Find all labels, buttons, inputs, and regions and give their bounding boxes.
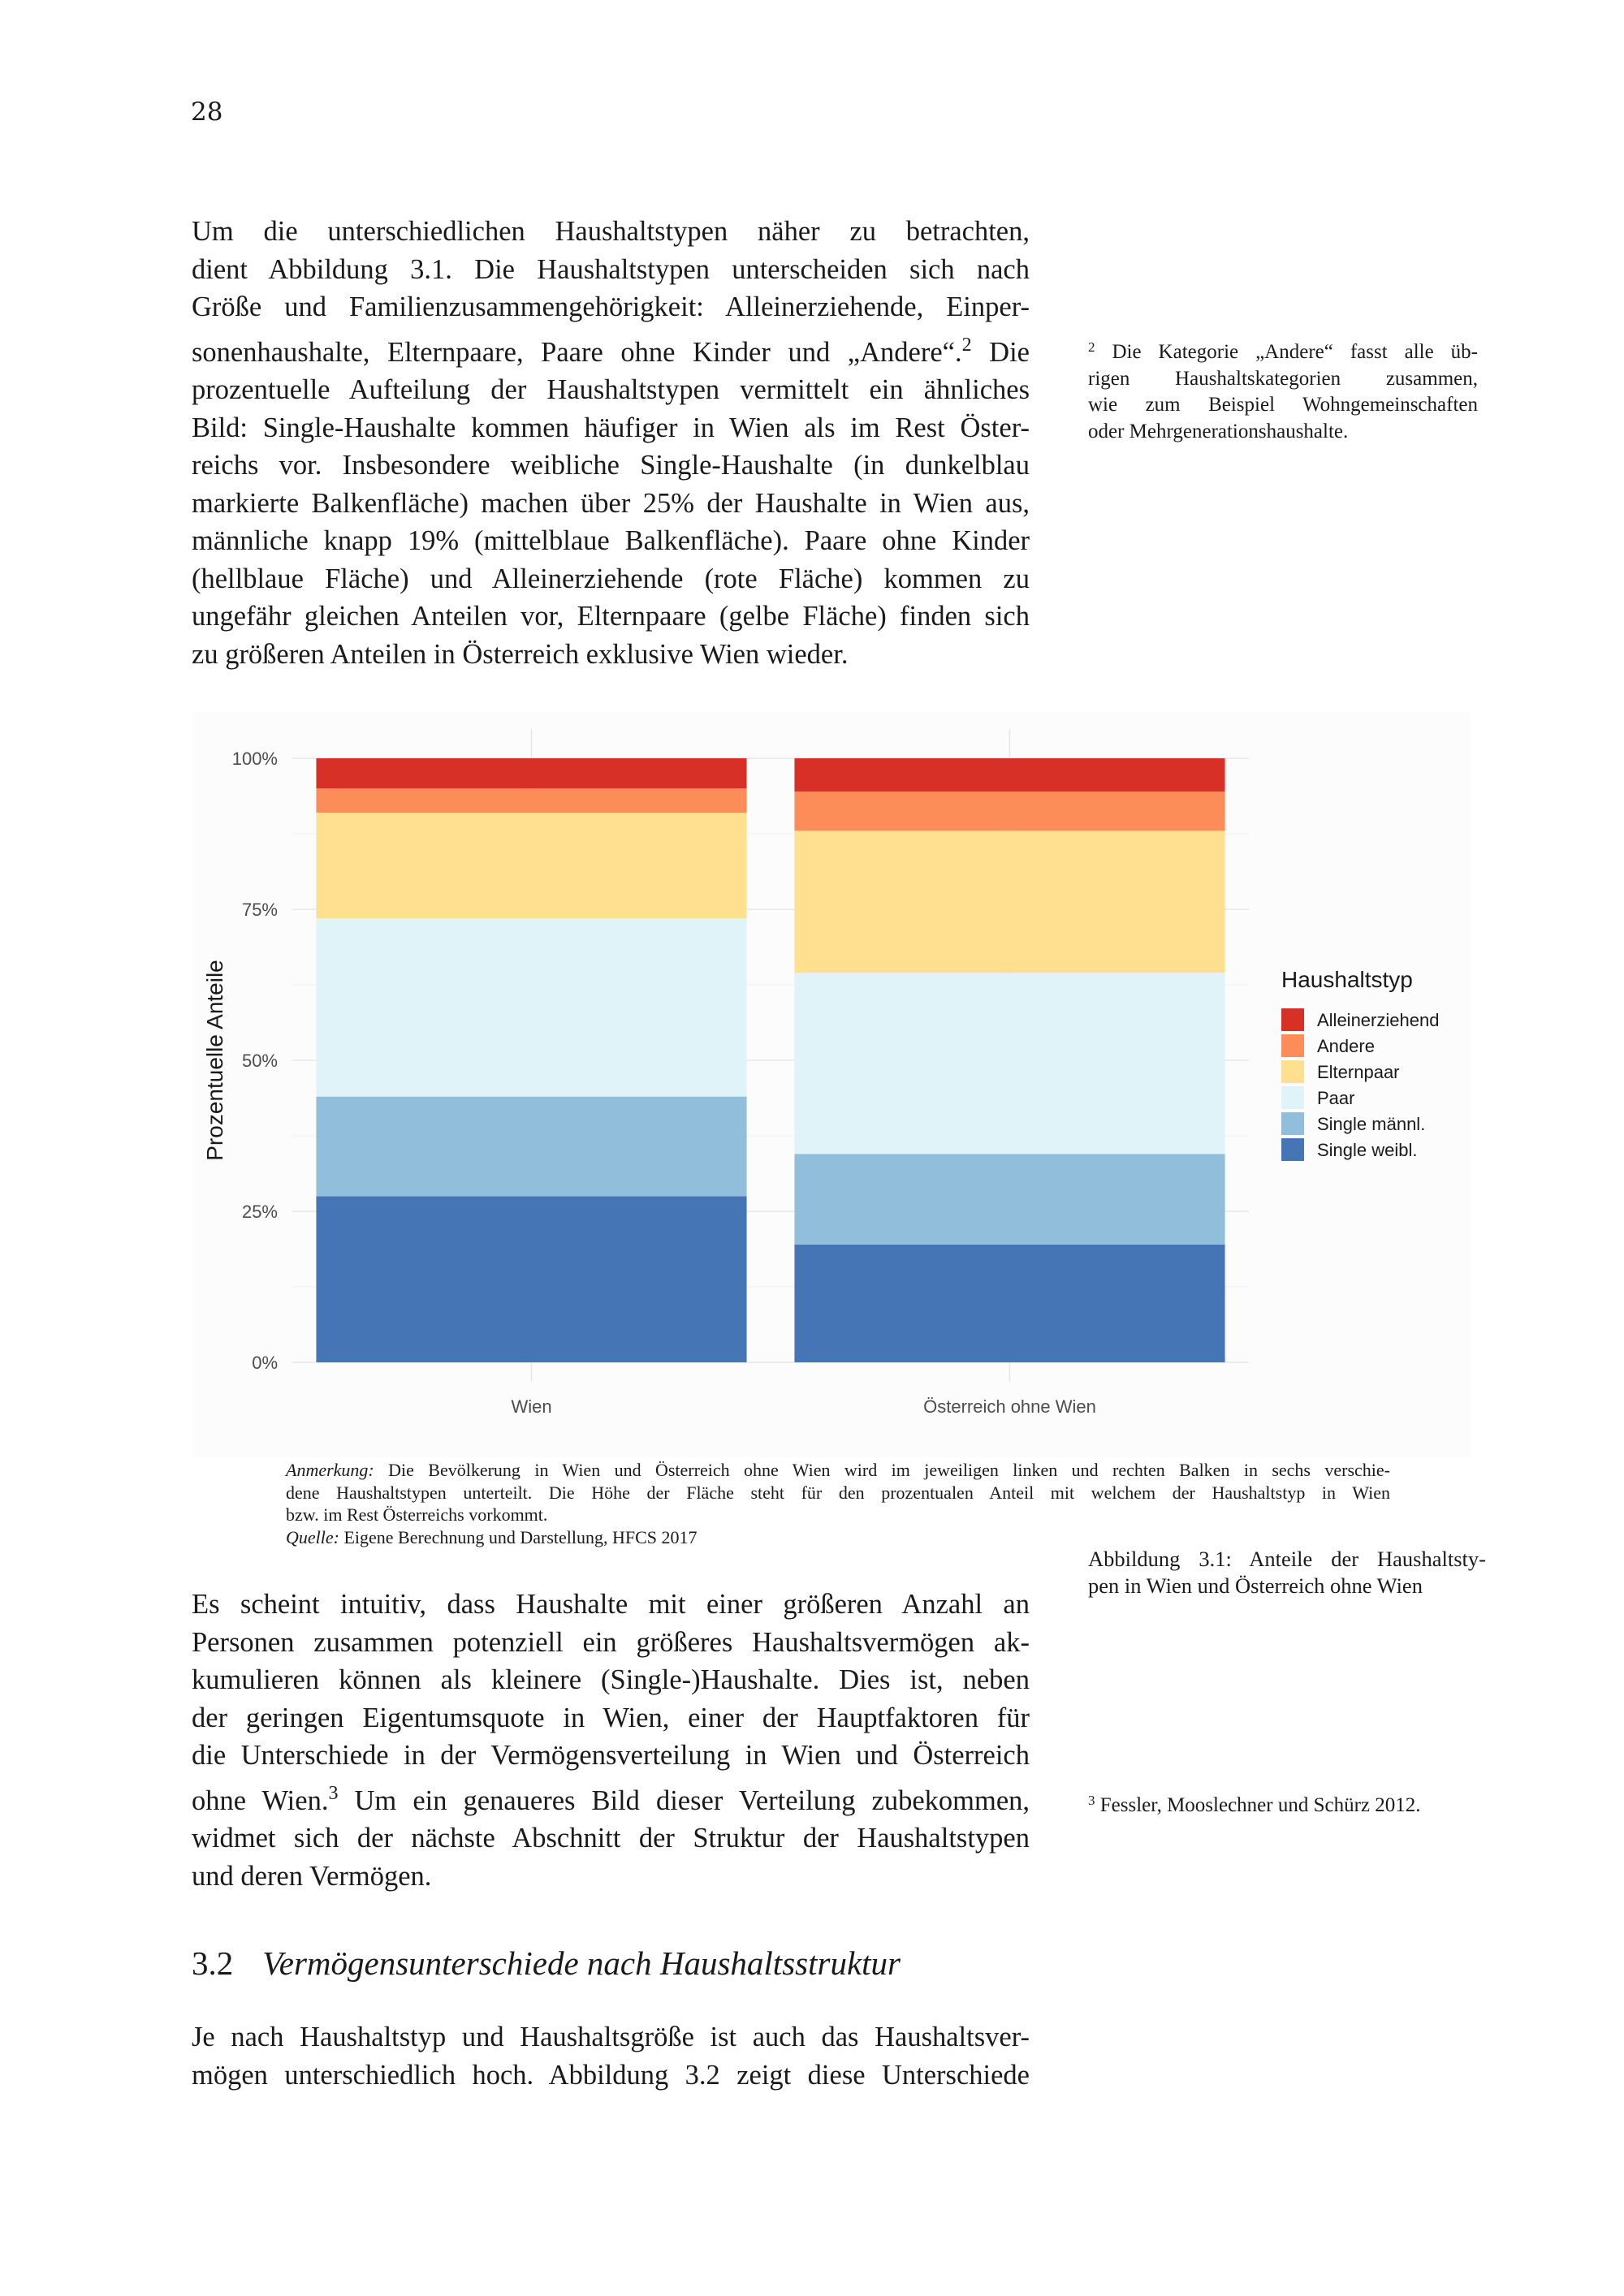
legend-label: Paar	[1317, 1088, 1355, 1108]
figure-note-line: bzw. im Rest Österreichs vorkommt.	[286, 1504, 548, 1525]
text-line: der geringen Eigentumsquote in Wien, einer der Hauptfaktoren für	[192, 1702, 1030, 1733]
text-fragment: Eigene Berechnung und Darstellung, HFCS 2017	[343, 1526, 698, 1547]
text-line: kumulieren können als kleinere (Single-)Haushalte. Dies ist, neben	[192, 1664, 1030, 1695]
text-line: ungefähr gleichen Anteilen vor, Elternpaare (gelbe Fläche) finden sich	[192, 601, 1030, 632]
text-line: Größe und Familienzusammengehörigkeit: Alleinerziehende, Einper-	[192, 291, 1030, 322]
text-line: männliche knapp 19% (mittelblaue Balkenfläche). Paare ohne Kinder	[192, 525, 1030, 556]
body-paragraph	[192, 2018, 1030, 2094]
figure-note-line	[286, 1459, 1390, 1482]
legend-label: Elternpaar	[1317, 1062, 1400, 1082]
y-tick-label: 100%	[231, 749, 278, 769]
legend-title: Haushaltstyp	[1281, 967, 1413, 992]
legend-key	[1281, 1034, 1304, 1057]
text-line: dient Abbildung 3.1. Die Haushaltstypen unterscheiden sich nach	[192, 253, 1030, 285]
bar-segment-single-männl	[316, 1097, 746, 1197]
bar-segment-andere	[316, 788, 746, 813]
figure-source-line	[286, 1526, 1390, 1549]
y-tick-label: 25%	[241, 1202, 278, 1222]
legend-key	[1281, 1086, 1304, 1109]
bar-segment-alleinerziehend	[316, 758, 746, 788]
y-axis-label: Prozentuelle Anteile	[202, 960, 227, 1161]
footnote-mark: 2	[1088, 339, 1095, 355]
quelle-label: Quelle:	[286, 1526, 339, 1547]
section-heading	[192, 1944, 901, 1983]
x-tick-label: Österreich ohne Wien	[923, 1396, 1096, 1417]
footnote-line	[1088, 1788, 1478, 1819]
x-tick-label: Wien	[511, 1396, 552, 1417]
body-paragraph	[192, 213, 1030, 673]
text-line: markierte Balkenfläche) machen über 25% der Haushalte in Wien aus,	[192, 487, 1030, 519]
bar-segment-single-weibl	[794, 1245, 1224, 1362]
body-paragraph	[192, 1586, 1030, 1895]
text-line: prozentuelle Aufteilung der Haushaltstypen vermittelt ein ähnliches	[192, 374, 1030, 405]
text-line: Bild: Single-Haushalte kommen häufiger in Wien als im Rest Öster-	[192, 412, 1030, 443]
legend-key	[1281, 1008, 1304, 1031]
bar-segment-alleinerziehend	[794, 758, 1224, 792]
text-line: Es scheint intuitiv, dass Haushalte mit einer größeren Anzahl an	[192, 1589, 1030, 1620]
text-fragment: Die Bevölkerung in Wien und Österreich ohne Wien wird im jeweiligen linken und rechten Balken in sechs verschie-	[388, 1460, 1390, 1480]
text-fragment: Fessler, Mooslechner und Schürz 2012.	[1099, 1794, 1421, 1816]
bar-segment-paar	[794, 973, 1224, 1154]
text-line: widmet sich der nächste Abschnitt der Struktur der Haushaltstypen	[192, 1823, 1030, 1854]
bar-segment-single-männl	[794, 1154, 1224, 1245]
text-fragment: Die	[989, 336, 1030, 368]
caption-line: Abbildung 3.1: Anteile der Haushaltsty-	[1088, 1547, 1486, 1571]
legend-label: Single männl.	[1317, 1114, 1426, 1134]
bar-segment-paar	[316, 918, 746, 1096]
legend-label: Single weibl.	[1317, 1140, 1418, 1160]
text-fragment: ohne Wien.	[192, 1785, 329, 1816]
legend-key	[1281, 1138, 1304, 1161]
text-line: und deren Vermögen.	[192, 1860, 432, 1892]
footnote-line: wie zum Beispiel Wohngemeinschaften	[1088, 394, 1478, 416]
text-line: die Unterschiede in der Vermögensverteilung in Wien und Österreich	[192, 1740, 1030, 1771]
page-number: 28	[191, 97, 223, 127]
text-line: mögen unterschiedlich hoch. Abbildung 3.2 zeigt diese Unterschiede	[192, 2059, 1030, 2091]
text-line: Je nach Haushaltstyp und Haushaltsgröße ist auch das Haushaltsver-	[192, 2022, 1030, 2052]
legend	[1281, 967, 1439, 1161]
text-line: reichs vor. Insbesondere weibliche Single-Haushalte (in dunkelblau	[192, 450, 1030, 481]
footnote-line: oder Mehrgenerationshaushalte.	[1088, 420, 1349, 442]
text-line: Um die unterschiedlichen Haushaltstypen näher zu betrachten,	[192, 216, 1030, 247]
footnote-reference[interactable]: 2	[961, 334, 972, 356]
chart-canvas	[193, 713, 1470, 1457]
legend-key	[1281, 1060, 1304, 1083]
figure-caption	[1088, 1546, 1486, 1599]
text-fragment: sonenhaushalte, Elternpaare, Paare ohne Kinder und „Andere“.	[192, 336, 962, 368]
footnote-line: rigen Haushaltskategorien zusammen,	[1088, 367, 1478, 390]
text-fragment: Um ein genaueres Bild dieser Verteilung zubekommen,	[354, 1785, 1030, 1816]
figure-note-line: dene Haushaltstypen unterteilt. Die Höhe der Fläche steht für den prozentualen Anteil mit welchem der Haushaltstyp in Wien	[286, 1482, 1390, 1503]
text-line: Personen zusammen potenziell ein größeres Haushaltsvermögen ak-	[192, 1626, 1030, 1658]
text-line: zu größeren Anteilen in Österreich exklusive Wien wieder.	[192, 638, 849, 670]
footnote-line	[1088, 334, 1478, 366]
bar-segment-andere	[794, 792, 1224, 831]
caption-line: pen in Wien und Österreich ohne Wien	[1088, 1573, 1423, 1598]
section-title: Vermögensunterschiede nach Haushaltsstruktur	[262, 1944, 901, 1982]
y-tick-label: 0%	[252, 1353, 278, 1373]
footnote-2	[1088, 334, 1478, 445]
figure-note	[286, 1459, 1390, 1548]
legend-label: Andere	[1317, 1036, 1375, 1056]
bar-segment-single-weibl	[316, 1196, 746, 1362]
bar-segment-elternpaar	[316, 813, 746, 918]
y-tick-label: 50%	[241, 1051, 278, 1071]
footnote-mark: 3	[1088, 1793, 1095, 1808]
text-line	[192, 326, 1030, 372]
stacked-bar-chart	[193, 713, 1470, 1457]
footnote-reference[interactable]: 3	[328, 1782, 339, 1804]
section-number: 3.2	[192, 1944, 234, 1982]
text-line: (hellblaue Fläche) und Alleinerziehende (rote Fläche) kommen zu	[192, 563, 1030, 594]
text-fragment: Die Kategorie „Andere“ fasst alle üb-	[1112, 341, 1479, 363]
footnote-3	[1088, 1788, 1478, 1819]
anmerkung-label: Anmerkung:	[286, 1460, 374, 1480]
legend-label: Alleinerziehend	[1317, 1010, 1440, 1030]
legend-key	[1281, 1112, 1304, 1135]
text-line	[192, 1775, 1030, 1820]
y-tick-label: 75%	[241, 900, 278, 920]
bar-segment-elternpaar	[794, 831, 1224, 973]
